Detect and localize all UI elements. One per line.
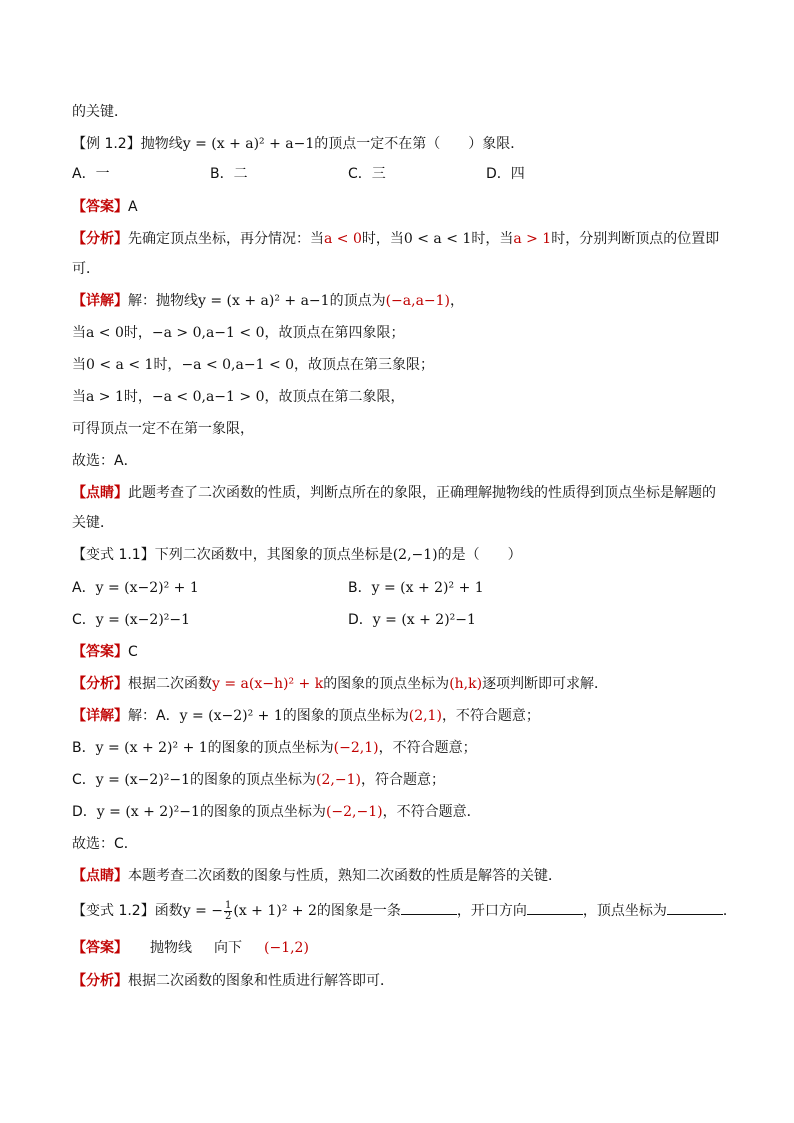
text: 当 [72, 389, 86, 405]
text: ，符合题意； [360, 772, 445, 788]
analysis-tag: 【分析】 [72, 973, 128, 989]
text: ， [450, 293, 465, 309]
case-line [72, 323, 724, 343]
text: 的图象的顶点坐标为 [323, 676, 450, 692]
text: 可得顶点一定不在第一象限， [72, 421, 254, 437]
analysis-line [72, 971, 724, 991]
variant-1-1-question [72, 545, 724, 565]
vertex: (−a,a−1) [385, 293, 451, 309]
formula: (x + 1)² + 2 [233, 903, 317, 919]
formula: y = (x + a)² + a−1 [198, 293, 330, 309]
analysis-tag: 【分析】 [72, 676, 128, 692]
answer-tag: 【答案】 [72, 940, 128, 956]
text-line [72, 102, 724, 122]
text: 的是（ ） [437, 547, 522, 563]
answer-value: 向下 [214, 940, 242, 956]
answer-value: (−1,2) [264, 940, 309, 956]
condition: 0 < a < 1 [403, 231, 472, 247]
text: 关键． [72, 515, 114, 531]
formula: y = (x−2)²−1 [95, 772, 191, 788]
answer-tag: 【答案】 [72, 644, 128, 660]
option-label: A． [72, 580, 96, 596]
formula: −a > 0,a−1 < 0 [151, 325, 265, 341]
formula: y = (x−2)² + 1 [179, 708, 283, 724]
detail-tag: 【详解】 [72, 708, 128, 724]
option-c: y = (x−2)²−1 [95, 612, 191, 628]
variant-tag: 【变式 1.1】 [72, 547, 155, 563]
formula: y = (x + 2)²−1 [96, 804, 200, 820]
text: 故选：A． [72, 453, 138, 469]
text: 函数 [154, 903, 183, 919]
text: 时，当 [471, 231, 514, 247]
comment-tag: 【点睛】 [72, 485, 128, 501]
comment-tag: 【点睛】 [72, 868, 128, 884]
option-label: B． [348, 580, 372, 596]
text: 本题考查二次函数的图象与性质，熟知二次函数的性质是解答的关键． [128, 868, 562, 884]
text: ，不符合题意； [378, 740, 477, 756]
text: 解：A． [128, 708, 180, 724]
variant-tag: 【变式 1.2】 [72, 903, 155, 919]
text: 时， [153, 357, 182, 373]
text: 解：抛物线 [128, 293, 198, 309]
option-b: B．二 [210, 166, 248, 182]
condition: a < 0 [86, 325, 124, 341]
text: ，故顶点在第二象限， [264, 389, 405, 405]
formula: y = − [182, 903, 223, 919]
point: (2,−1) [392, 547, 438, 563]
choose-line [72, 451, 724, 471]
point: (2,1) [408, 708, 442, 724]
condition: a < 0 [324, 231, 362, 247]
condition: a > 1 [513, 231, 552, 247]
text: D． [72, 804, 97, 820]
text: 时， [123, 389, 152, 405]
text: 当 [72, 357, 86, 373]
answer-value: A [128, 199, 138, 215]
option-c: C．三 [348, 166, 386, 182]
comment-line [72, 483, 724, 503]
text: 的图象的顶点坐标为 [282, 708, 409, 724]
comment-cont [72, 513, 724, 533]
answer-line [72, 642, 724, 662]
text: 故选：C． [72, 836, 138, 852]
option-b: y = (x + 2)² + 1 [371, 580, 484, 596]
answer-value: C [128, 644, 138, 660]
numerator: 1 [225, 899, 232, 911]
text: 下列二次函数中，其图象的顶点坐标是 [154, 547, 393, 563]
detail-tag: 【详解】 [72, 293, 128, 309]
detail-line [72, 706, 724, 726]
text: 的图象是一条 [316, 903, 401, 919]
text: ，顶点坐标为 [582, 903, 667, 919]
text: 根据二次函数的图象和性质进行解答即可． [128, 973, 394, 989]
text: 的关键． [72, 104, 128, 120]
text: 先确定顶点坐标，再分情况：当 [128, 231, 324, 247]
text: 的图象的顶点坐标为 [199, 804, 326, 820]
variant-1-2-question [72, 899, 737, 922]
answer-line [72, 197, 724, 217]
answer-line [72, 938, 724, 958]
point: (−2,1) [333, 740, 379, 756]
option-label: C． [72, 612, 96, 628]
analysis-line [72, 674, 724, 694]
text: 此题考查了二次函数的性质，判断点所在的象限，正确理解抛物线的性质得到顶点坐标是解题的 [128, 485, 716, 501]
conclusion-line [72, 419, 724, 439]
formula: y = (x + a)² + a−1 [182, 136, 315, 152]
detail-line [72, 802, 724, 822]
answer-value: 抛物线 [150, 940, 192, 956]
text: ，故顶点在第三象限； [294, 357, 435, 373]
point: (−2,−1) [325, 804, 383, 820]
text: 时，当 [361, 231, 404, 247]
text: 根据二次函数 [128, 676, 212, 692]
answer-tag: 【答案】 [72, 199, 128, 215]
text: 的图象的顶点坐标为 [207, 740, 334, 756]
text: 的顶点一定不在第（ ）象限． [314, 136, 525, 152]
text: 的顶点为 [329, 293, 386, 309]
text: 逐项判断即可求解． [482, 676, 609, 692]
condition: a > 1 [86, 389, 124, 405]
option-d: D．四 [486, 166, 525, 182]
option-a: y = (x−2)² + 1 [95, 580, 199, 596]
text: B． [72, 740, 96, 756]
example-1-2-question [72, 134, 724, 154]
denominator: 2 [225, 910, 232, 922]
fill-blank[interactable] [527, 900, 583, 915]
text: C． [72, 772, 96, 788]
text: 的图象的顶点坐标为 [190, 772, 317, 788]
text: 时， [123, 325, 152, 341]
analysis-line [72, 229, 724, 249]
option-d: y = (x + 2)²−1 [372, 612, 476, 628]
detail-line [72, 770, 724, 790]
option-a: A．一 [72, 166, 110, 182]
text: ． [722, 903, 737, 919]
text: ，故顶点在第四象限； [264, 325, 405, 341]
formula: y = a(x−h)² + k [212, 676, 324, 692]
detail-line [72, 738, 724, 758]
fraction [224, 901, 232, 922]
point: (2,−1) [316, 772, 361, 788]
comment-line [72, 866, 724, 886]
analysis-cont [72, 259, 724, 279]
detail-line [72, 291, 724, 311]
point: (h,k) [449, 676, 483, 692]
text: ，开口方向 [456, 903, 527, 919]
case-line [72, 355, 724, 375]
text: ，不符合题意； [441, 708, 540, 724]
fill-blank[interactable] [667, 900, 723, 915]
text: ，不符合题意． [382, 804, 481, 820]
fill-blank[interactable] [401, 900, 457, 915]
formula: −a < 0,a−1 > 0 [151, 389, 265, 405]
text: 抛物线 [140, 136, 183, 152]
condition: 0 < a < 1 [86, 357, 154, 373]
text: 时，分别判断顶点的位置即 [551, 231, 720, 247]
option-label: D． [348, 612, 373, 628]
text: 可． [72, 261, 100, 277]
choose-line [72, 834, 724, 854]
formula: −a < 0,a−1 < 0 [181, 357, 295, 373]
example-tag: 【例 1.2】 [72, 136, 141, 152]
text: 当 [72, 325, 86, 341]
analysis-tag: 【分析】 [72, 231, 128, 247]
formula: y = (x + 2)² + 1 [95, 740, 208, 756]
case-line [72, 387, 724, 407]
